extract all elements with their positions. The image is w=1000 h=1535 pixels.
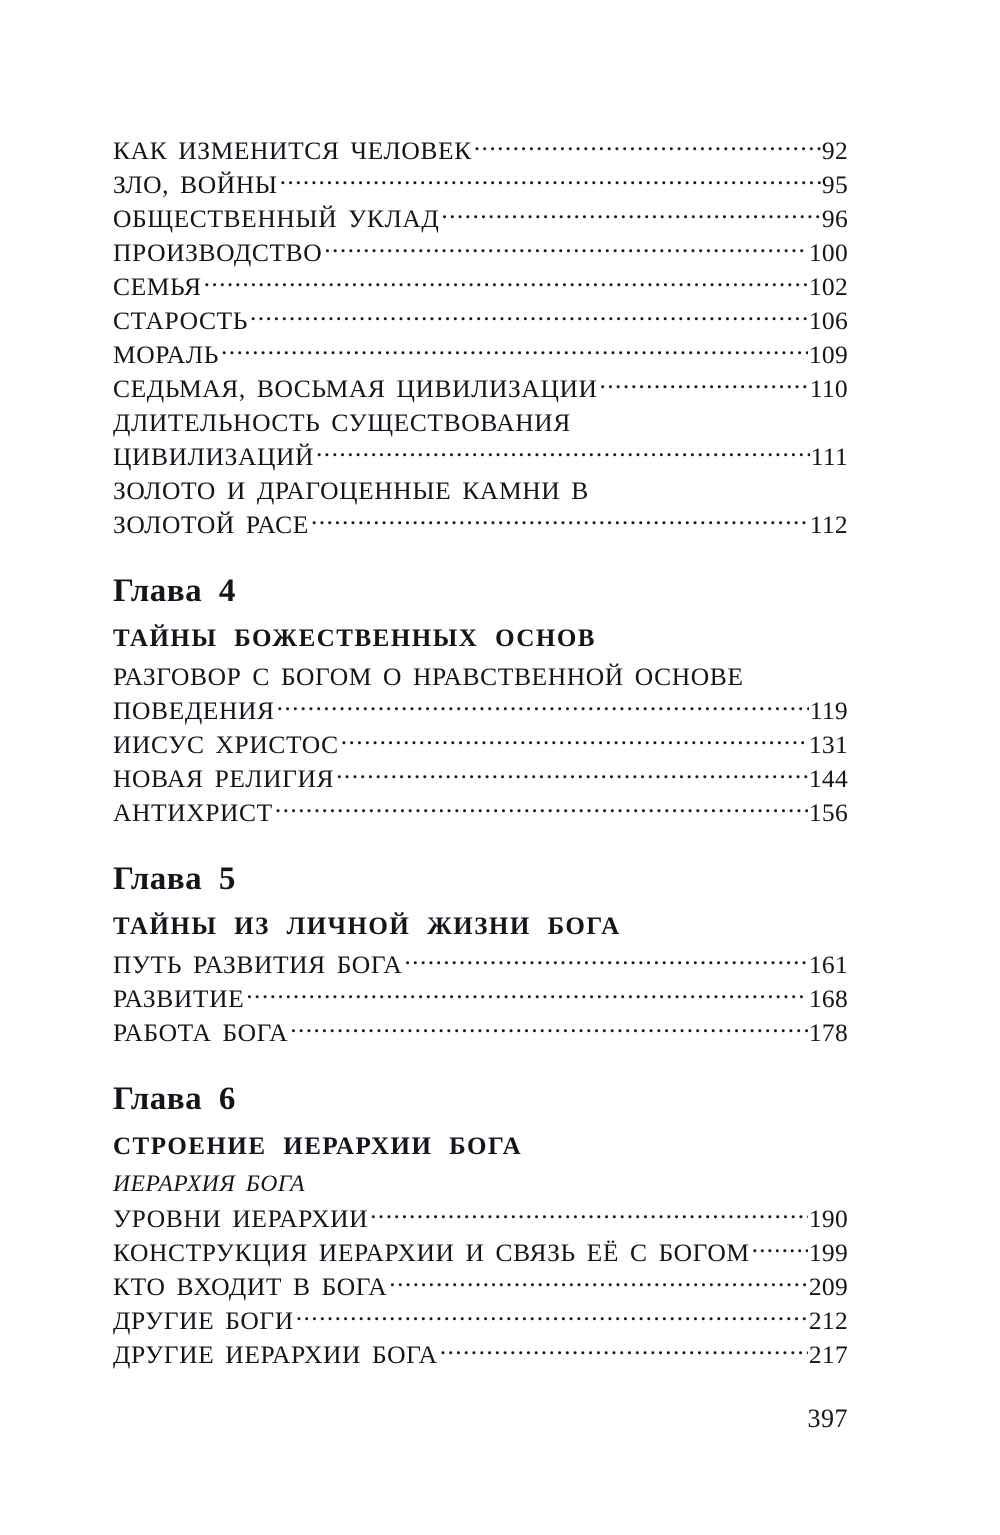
toc-entry-title: ИИСУС ХРИСТОС (113, 729, 339, 759)
toc-entry-page-number: 190 (808, 1203, 848, 1233)
toc-entry-title: СТАРОСТЬ (113, 305, 248, 335)
toc-leader-dots (746, 659, 848, 685)
chapter-heading: ТАЙНЫ БОЖЕСТВЕННЫХ ОСНОВ (113, 625, 596, 652)
toc-entry-title: ЗОЛОТО И ДРАГОЦЕННЫЕ КАМНИ В (113, 475, 589, 505)
toc-entry-title: ЦИВИЛИЗАЦИЙ (113, 441, 315, 471)
toc-leader-dots (204, 269, 808, 295)
toc-entry-title: СЕДЬМАЯ, ВОСЬМАЯ ЦИВИЛИЗАЦИИ (113, 373, 598, 403)
chapter-entry-list (113, 947, 848, 1049)
toc-leader-dots (441, 201, 821, 227)
page-folio: 397 (807, 1404, 848, 1433)
toc-leader-dots (250, 303, 808, 329)
toc-entry-title: РАБОТА БОГА (113, 1017, 289, 1047)
toc-entry[interactable] (113, 1235, 848, 1269)
toc-entry[interactable] (113, 439, 848, 473)
toc-entry[interactable] (113, 1303, 848, 1337)
toc-entry-title: ДРУГИЕ БОГИ (113, 1305, 294, 1335)
toc-leader-dots (316, 439, 810, 465)
chapter-block (113, 1077, 848, 1371)
toc-entry-page-number: 106 (808, 305, 848, 335)
chapter-heading: ТАЙНЫ ИЗ ЛИЧНОЙ ЖИЗНИ БОГА (113, 913, 621, 940)
toc-entry-page-number: 119 (809, 695, 848, 725)
toc-entry[interactable] (113, 659, 848, 693)
toc-leader-dots (290, 1015, 808, 1041)
toc-leader-dots (280, 167, 821, 193)
toc-entry[interactable] (113, 1269, 848, 1303)
toc-entry-page-number: 199 (808, 1237, 848, 1267)
toc-entry[interactable] (113, 269, 848, 303)
toc-entry[interactable] (113, 1201, 848, 1235)
toc-entry-page-number: 156 (808, 797, 848, 827)
toc-entry-title: МОРАЛЬ (113, 339, 219, 369)
toc-entry[interactable] (113, 1337, 848, 1371)
toc-entry[interactable] (113, 371, 848, 405)
toc-leader-dots (341, 727, 808, 753)
toc-leader-dots (221, 337, 808, 363)
toc-leader-dots (600, 371, 809, 397)
toc-entry-title: КОНСТРУКЦИЯ ИЕРАРХИИ И СВЯЗЬ ЕЁ С БОГОМ (113, 1237, 750, 1267)
chapter-title: Глава 4 (113, 573, 236, 609)
toc-entry-title: СЕМЬЯ (113, 271, 202, 301)
toc-entry[interactable] (113, 1015, 848, 1049)
toc-entry-title: ЗОЛОТОЙ РАСЕ (113, 509, 309, 539)
toc-entry[interactable] (113, 405, 848, 439)
toc-entry-title: РАЗГОВОР С БОГОМ О НРАВСТВЕННОЙ ОСНОВЕ (113, 661, 744, 691)
chapter-block (113, 569, 848, 829)
toc-leader-dots (311, 507, 809, 533)
toc-entry-page-number: 161 (808, 949, 848, 979)
toc-entry-page-number: 212 (808, 1305, 848, 1335)
toc-entry-title: АНТИХРИСТ (113, 797, 273, 827)
toc-entry-page-number: 92 (821, 135, 848, 165)
toc-entry-page-number: 100 (808, 237, 848, 267)
toc-entry[interactable] (113, 507, 848, 541)
toc-entry-title: РАЗВИТИЕ (113, 983, 245, 1013)
toc-entry[interactable] (113, 235, 848, 269)
toc-entry[interactable] (113, 133, 848, 167)
toc-entry-title: ПРОИЗВОДСТВО (113, 237, 323, 267)
toc-leader-dots (573, 405, 848, 431)
toc-entry-title: ЗЛО, ВОЙНЫ (113, 169, 278, 199)
toc-entry-page-number: 144 (808, 763, 848, 793)
toc-leader-dots (246, 981, 808, 1007)
toc-entry-title: КТО ВХОДИТ В БОГА (113, 1271, 388, 1301)
toc-entry-title: ПОВЕДЕНИЯ (113, 695, 275, 725)
toc-leader-dots (370, 1201, 808, 1227)
toc-entry-page-number: 168 (808, 983, 848, 1013)
toc-leader-dots (440, 1337, 808, 1363)
toc-entry-title: ПУТЬ РАЗВИТИЯ БОГА (113, 949, 403, 979)
toc-entry-page-number: 102 (808, 271, 848, 301)
toc-entry[interactable] (113, 167, 848, 201)
toc-entry-title: КАК ИЗМЕНИТСЯ ЧЕЛОВЕК (113, 135, 472, 165)
toc-leader-dots (389, 1269, 808, 1295)
toc-entry-title: ОБЩЕСТВЕННЫЙ УКЛАД (113, 203, 440, 233)
toc-entry[interactable] (113, 947, 848, 981)
chapter-title: Глава 6 (113, 1081, 236, 1117)
toc-leader-dots (404, 947, 807, 973)
toc-chapters (113, 569, 848, 1371)
toc-leader-dots (752, 1235, 808, 1261)
toc-entry-page-number: 109 (808, 339, 848, 369)
toc-entry[interactable] (113, 761, 848, 795)
toc-entry-page-number: 110 (809, 373, 848, 403)
toc-leader-dots (275, 795, 808, 821)
toc-entry-page-number: 95 (821, 169, 848, 199)
toc-entry-page-number: 131 (808, 729, 848, 759)
chapter-entry-list (113, 1201, 848, 1371)
toc-entry-page-number: 217 (808, 1339, 848, 1369)
chapter-heading: СТРОЕНИЕ ИЕРАРХИИ БОГА (113, 1133, 523, 1160)
toc-leader-dots (336, 761, 808, 787)
toc-leader-dots (324, 235, 808, 261)
toc-entry[interactable] (113, 727, 848, 761)
toc-entry-page-number: 96 (821, 203, 848, 233)
toc-entry-title: НОВАЯ РЕЛИГИЯ (113, 763, 335, 793)
toc-entry-page-number: 112 (809, 509, 848, 539)
toc-entry[interactable] (113, 201, 848, 235)
toc-entry[interactable] (113, 303, 848, 337)
toc-entry-page-number: 111 (810, 441, 848, 471)
chapter-subheading: ИЕРАРХИЯ БОГА (113, 1171, 306, 1197)
toc-entry-page-number: 178 (808, 1017, 848, 1047)
chapter-entry-list (113, 659, 848, 829)
chapter-title: Глава 5 (113, 861, 236, 897)
toc-leader-dots (296, 1303, 808, 1329)
toc-entry-title: УРОВНИ ИЕРАРХИИ (113, 1203, 369, 1233)
toc-entry[interactable] (113, 337, 848, 371)
table-of-contents (113, 133, 848, 1371)
chapter-block (113, 857, 848, 1049)
toc-leader-dots (474, 133, 821, 159)
toc-entry[interactable] (113, 693, 848, 727)
toc-leader-dots (277, 693, 809, 719)
toc-leading-entries (113, 133, 848, 541)
toc-entry[interactable] (113, 473, 848, 507)
toc-entry[interactable] (113, 795, 848, 829)
toc-entry-title: ДЛИТЕЛЬНОСТЬ СУЩЕСТВОВАНИЯ (113, 407, 571, 437)
toc-entry-page-number: 209 (808, 1271, 848, 1301)
toc-entry[interactable] (113, 981, 848, 1015)
toc-entry-title: ДРУГИЕ ИЕРАРХИИ БОГА (113, 1339, 438, 1369)
toc-leader-dots (591, 473, 848, 499)
